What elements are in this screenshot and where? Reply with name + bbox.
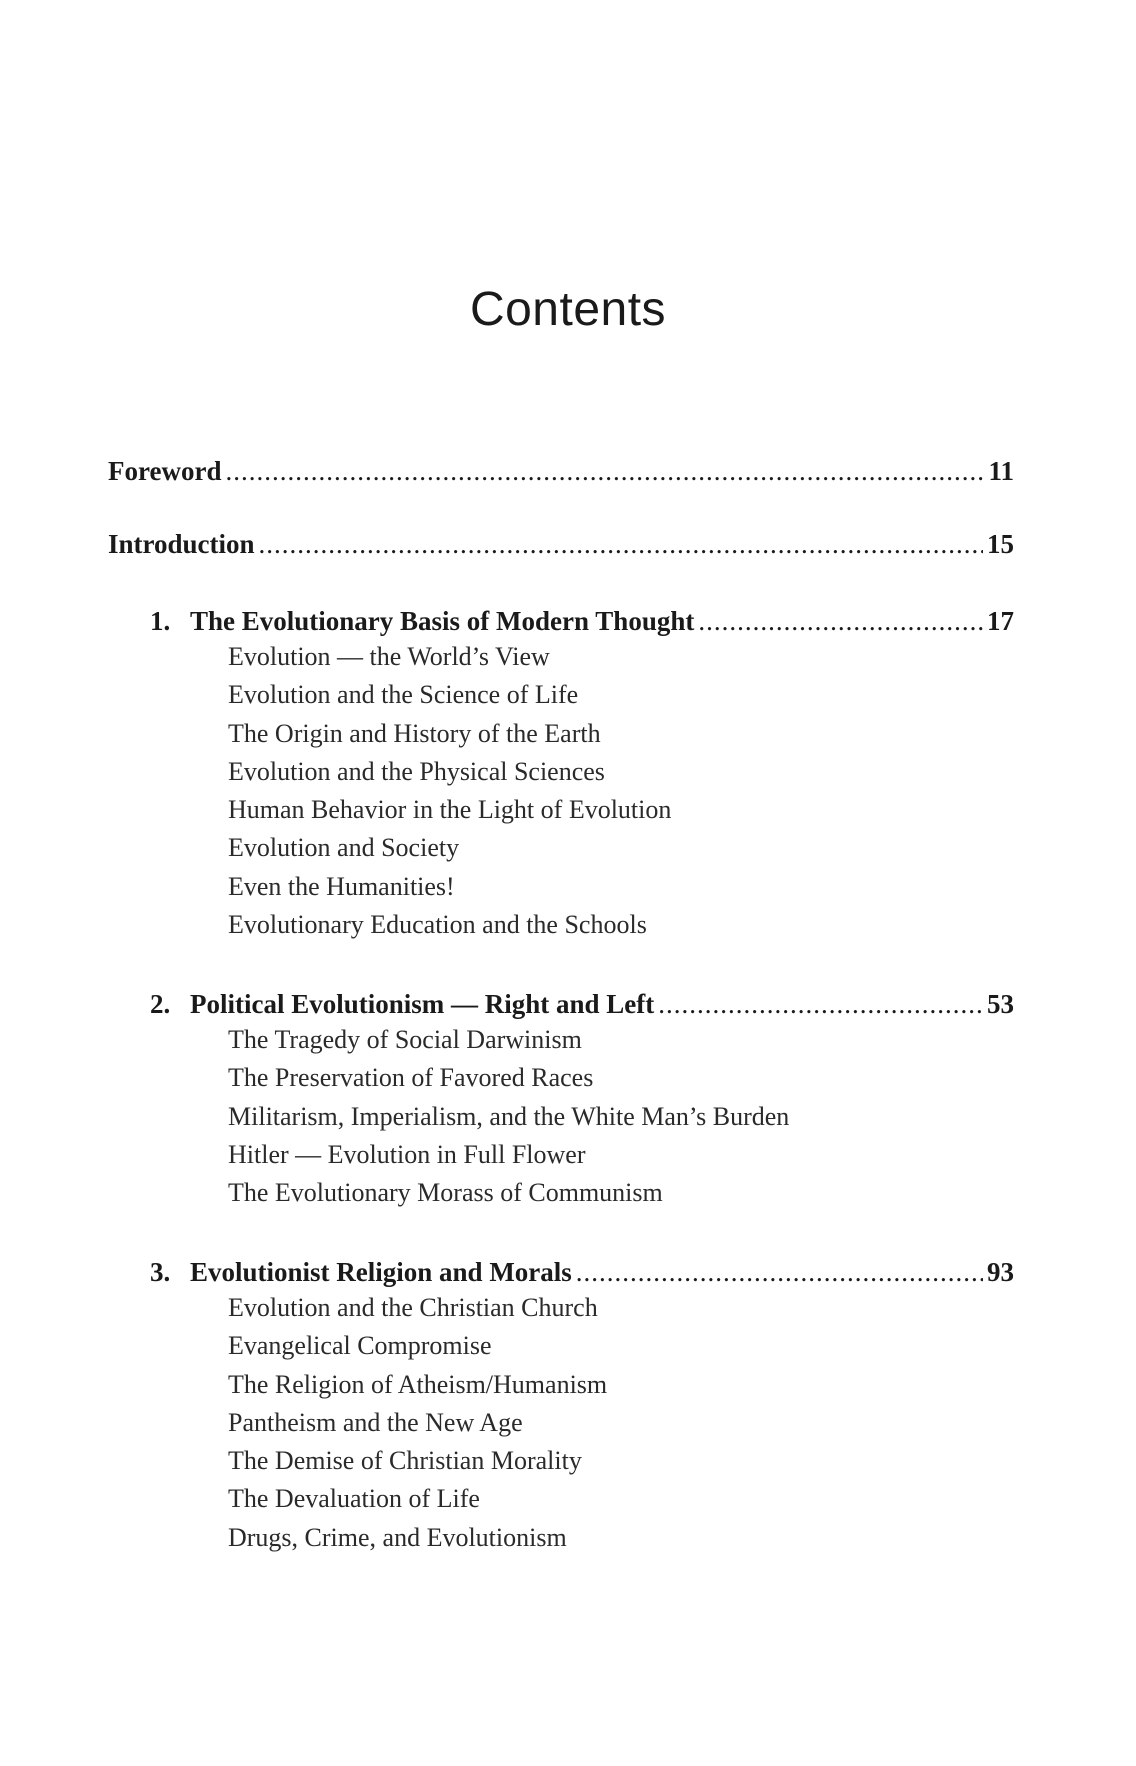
dot-leader (576, 1259, 983, 1286)
toc-page-number: 53 (987, 989, 1014, 1019)
toc-page-number: 93 (987, 1257, 1014, 1287)
chapter-number: 1. (150, 606, 171, 636)
section-item: Evolution and the Physical Sciences (228, 756, 605, 786)
chapter-number: 3. (150, 1257, 171, 1287)
toc-entry-label: Foreword (108, 456, 222, 486)
toc-chapter-1 (150, 608, 1014, 635)
toc-chapter-3 (150, 1259, 1014, 1286)
section-item: Drugs, Crime, and Evolutionism (228, 1522, 567, 1552)
chapter-number: 2. (150, 989, 171, 1019)
toc-page-number: 15 (987, 529, 1014, 559)
dot-leader (259, 531, 983, 558)
section-item: The Evolutionary Morass of Communism (228, 1178, 663, 1208)
chapter-title: Evolutionist Religion and Morals (190, 1257, 572, 1287)
section-item: The Origin and History of the Earth (228, 718, 601, 748)
chapter-3-sections (228, 1289, 1028, 1557)
section-item: Human Behavior in the Light of Evolution (228, 795, 672, 825)
section-item: Evolution and the Science of Life (228, 680, 579, 710)
dot-leader (225, 458, 984, 485)
dot-leader (658, 991, 983, 1018)
toc-entry-introduction (108, 531, 1014, 558)
section-item: Militarism, Imperialism, and the White Man’s Burden (228, 1101, 790, 1131)
section-item: The Demise of Christian Morality (228, 1446, 582, 1476)
toc-page-number: 17 (987, 606, 1014, 636)
page-title: Contents (469, 283, 667, 337)
chapter-2-sections (228, 1021, 1028, 1212)
dot-leader (698, 608, 983, 635)
chapter-1-sections (228, 638, 1028, 944)
section-item: Pantheism and the New Age (228, 1407, 523, 1437)
chapter-title: The Evolutionary Basis of Modern Thought (190, 606, 695, 636)
toc-chapter-2 (150, 991, 1014, 1018)
section-item: Evangelical Compromise (228, 1331, 492, 1361)
chapter-title: Political Evolutionism — Right and Left (190, 989, 655, 1019)
toc-page-number: 11 (988, 456, 1014, 486)
toc-entry-label: Introduction (108, 529, 255, 559)
section-item: The Preservation of Favored Races (228, 1063, 594, 1093)
section-item: The Tragedy of Social Darwinism (228, 1025, 582, 1054)
section-item: The Devaluation of Life (228, 1484, 480, 1514)
toc-entry-foreword (108, 458, 1014, 485)
section-item: Even the Humanities! (228, 871, 455, 901)
section-item: The Religion of Atheism/Humanism (228, 1369, 608, 1399)
section-item: Hitler — Evolution in Full Flower (228, 1139, 586, 1169)
section-item: Evolution and Society (228, 833, 460, 863)
section-item: Evolution — the World’s View (228, 642, 550, 671)
section-item: Evolution and the Christian Church (228, 1293, 598, 1322)
section-item: Evolutionary Education and the Schools (228, 910, 647, 940)
